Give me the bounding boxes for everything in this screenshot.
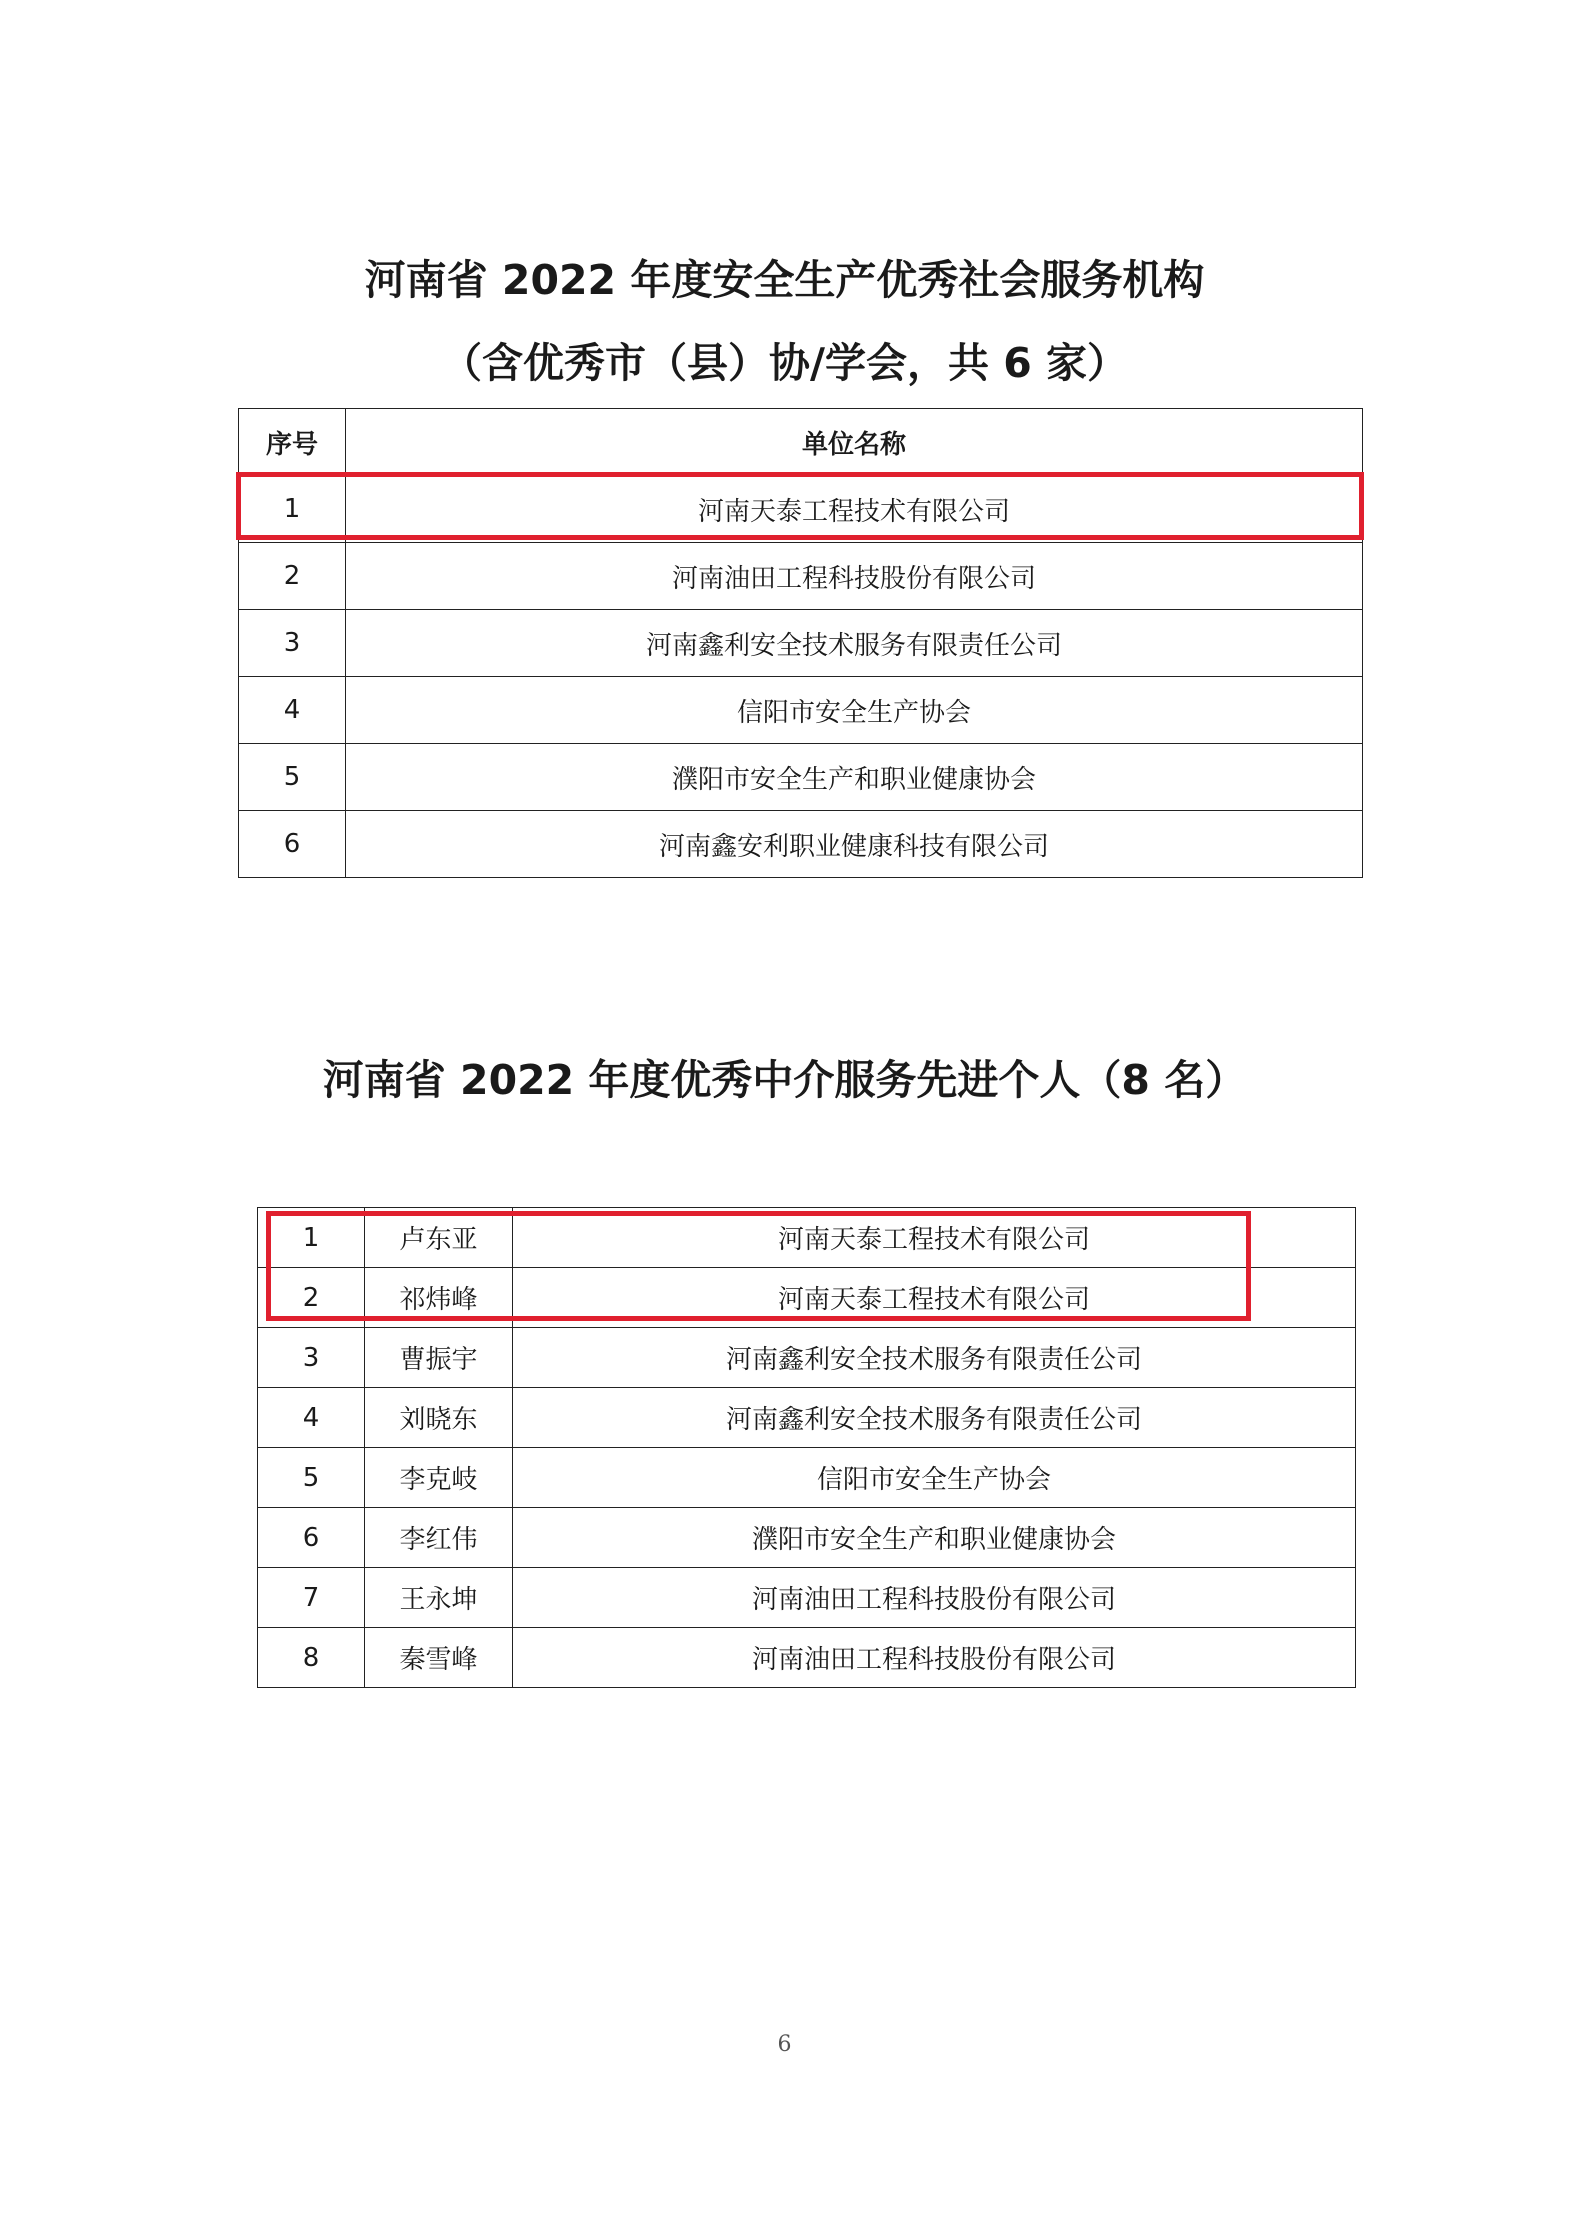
row-name: 祁炜峰 (365, 1268, 513, 1328)
table-row (239, 476, 1363, 543)
row-org: 河南鑫利安全技术服务有限责任公司 (346, 610, 1363, 677)
table-row (258, 1328, 1356, 1388)
page-number: 6 (777, 2032, 792, 2057)
row-org: 河南天泰工程技术有限公司 (513, 1268, 1356, 1328)
row-seq: 8 (258, 1628, 365, 1688)
row-org: 河南鑫利安全技术服务有限责任公司 (513, 1388, 1356, 1448)
organizations-table (238, 408, 1363, 878)
row-org: 濮阳市安全生产和职业健康协会 (346, 744, 1363, 811)
row-seq: 2 (239, 543, 346, 610)
header-seq: 序号 (239, 409, 346, 476)
row-seq: 6 (258, 1508, 365, 1568)
row-seq: 6 (239, 811, 346, 878)
row-seq: 1 (258, 1208, 365, 1268)
section1-title-line1: 河南省 2022 年度安全生产优秀社会服务机构 (364, 256, 1205, 304)
row-org: 信阳市安全生产协会 (346, 677, 1363, 744)
row-seq: 5 (239, 744, 346, 811)
table-row (239, 543, 1363, 610)
row-seq: 3 (258, 1328, 365, 1388)
section2-title: 河南省 2022 年度优秀中介服务先进个人（8 名） (322, 1056, 1247, 1104)
section1-title-line2: （含优秀市（县）协/学会，共 6 家） (440, 339, 1129, 387)
row-org: 河南油田工程科技股份有限公司 (513, 1568, 1356, 1628)
row-seq: 1 (239, 476, 346, 543)
row-org: 河南天泰工程技术有限公司 (513, 1208, 1356, 1268)
row-org: 河南鑫利安全技术服务有限责任公司 (513, 1328, 1356, 1388)
row-seq: 2 (258, 1268, 365, 1328)
row-org: 濮阳市安全生产和职业健康协会 (513, 1508, 1356, 1568)
row-org: 河南油田工程科技股份有限公司 (513, 1628, 1356, 1688)
table-row (239, 677, 1363, 744)
row-name: 李克岐 (365, 1448, 513, 1508)
table-row (258, 1568, 1356, 1628)
table-row (239, 610, 1363, 677)
table-row (258, 1208, 1356, 1268)
table-row (258, 1628, 1356, 1688)
row-seq: 5 (258, 1448, 365, 1508)
table-row (239, 744, 1363, 811)
row-name: 秦雪峰 (365, 1628, 513, 1688)
table-row (258, 1448, 1356, 1508)
table-row (258, 1508, 1356, 1568)
row-name: 卢东亚 (365, 1208, 513, 1268)
row-seq: 4 (258, 1388, 365, 1448)
row-org: 信阳市安全生产协会 (513, 1448, 1356, 1508)
table-row (239, 811, 1363, 878)
header-org: 单位名称 (346, 409, 1363, 476)
row-name: 李红伟 (365, 1508, 513, 1568)
row-seq: 4 (239, 677, 346, 744)
row-name: 曹振宇 (365, 1328, 513, 1388)
row-org: 河南天泰工程技术有限公司 (346, 476, 1363, 543)
row-org: 河南油田工程科技股份有限公司 (346, 543, 1363, 610)
table-row (258, 1268, 1356, 1328)
individuals-table (257, 1207, 1356, 1688)
row-name: 刘晓东 (365, 1388, 513, 1448)
row-seq: 3 (239, 610, 346, 677)
table-row (258, 1388, 1356, 1448)
row-seq: 7 (258, 1568, 365, 1628)
row-name: 王永坤 (365, 1568, 513, 1628)
row-org: 河南鑫安利职业健康科技有限公司 (346, 811, 1363, 878)
table-header-row (239, 409, 1363, 476)
